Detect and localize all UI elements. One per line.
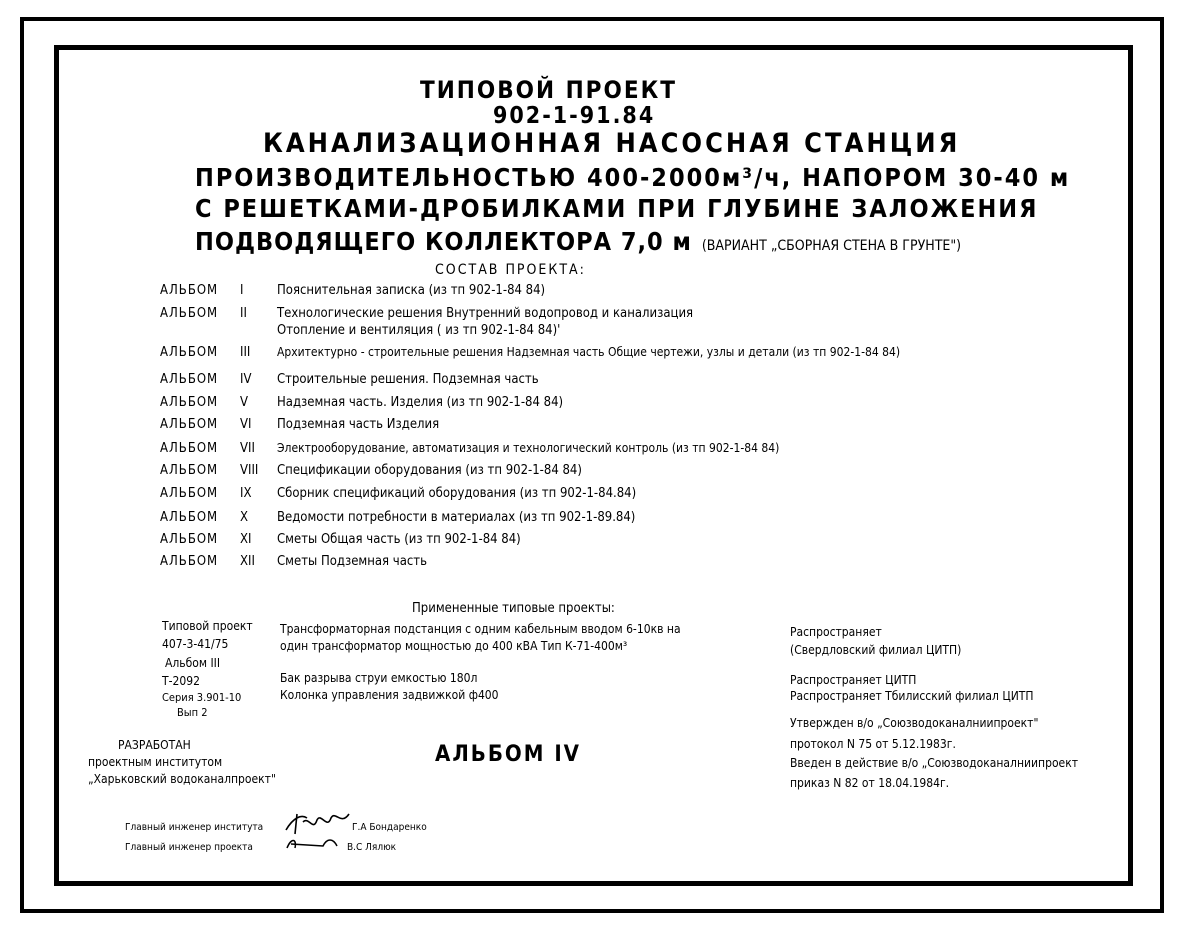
album-number: X bbox=[240, 510, 249, 525]
album-number: III bbox=[240, 345, 251, 360]
album-label: АЛЬБОМ bbox=[160, 395, 219, 410]
album-description: Сборник спецификаций оборудования (из тп 902-1-84.84) bbox=[277, 486, 637, 501]
album-label: АЛЬБОМ bbox=[160, 283, 219, 298]
signature-name-2: В.С Лялюк bbox=[347, 842, 397, 853]
introduced-line-2: приказ N 82 от 18.04.1984г. bbox=[790, 776, 950, 790]
album-description: Строительные решения. Подземная часть bbox=[277, 372, 539, 387]
title-line-1: ТИПОВОЙ ПРОЕКТ bbox=[420, 76, 677, 104]
signature-role-1: Главный инженер института bbox=[125, 822, 264, 833]
applied-left-2: 407-3-41/75 bbox=[162, 637, 229, 651]
album-number: II bbox=[240, 306, 247, 321]
album-number: I bbox=[240, 283, 244, 298]
applied-desc-4: Колонка управления задвижкой ф400 bbox=[280, 688, 499, 702]
album-number: XII bbox=[240, 554, 255, 569]
album-number: V bbox=[240, 395, 248, 410]
project-code: 902-1-91.84 bbox=[493, 103, 656, 129]
album-number: VIII bbox=[240, 463, 259, 478]
approved-line-1: Утвержден в/о „Союзводоканалниипроект" bbox=[790, 716, 1039, 730]
approved-line-2: протокол N 75 от 5.12.1983г. bbox=[790, 737, 956, 751]
applied-left-6: Вып 2 bbox=[177, 706, 208, 719]
title-line-6 bbox=[195, 227, 961, 256]
album-label: АЛЬБОМ bbox=[160, 463, 219, 478]
album-number: XI bbox=[240, 532, 252, 547]
distribution-3: Распространяет ЦИТП bbox=[790, 673, 917, 687]
title-line-4: ПРОИЗВОДИТЕЛЬНОСТЬЮ 400-2000м³/ч, НАПОРОМ 30-40 м bbox=[195, 163, 1071, 192]
album-label: АЛЬБОМ bbox=[160, 345, 219, 360]
developed-2: проектным институтом bbox=[88, 755, 223, 769]
distribution-4: Распространяет Тбилисский филиал ЦИТП bbox=[790, 689, 1034, 703]
distribution-1: Распространяет bbox=[790, 625, 882, 639]
album-number: VII bbox=[240, 441, 255, 456]
album-description: Технологические решения Внутренний водопровод и канализация bbox=[277, 306, 694, 321]
album-description: Сметы Подземная часть bbox=[277, 554, 428, 569]
distribution-2: (Свердловский филиал ЦИТП) bbox=[790, 643, 962, 657]
album-description: Пояснительная записка (из тп 902-1-84 84) bbox=[277, 283, 546, 298]
album-description: Архитектурно - строительные решения Надземная часть Общие чертежи, узлы и детали (из тп 902-1-84 84) bbox=[277, 345, 901, 359]
applied-left-4: Т-2092 bbox=[162, 674, 200, 688]
album-description: Электрооборудование, автоматизация и технологический контроль (из тп 902-1-84 84) bbox=[277, 441, 780, 455]
album-label-large: АЛЬБОМ IV bbox=[435, 742, 582, 767]
applied-projects-heading: Примененные типовые проекты: bbox=[412, 601, 615, 616]
album-description-continued: Отопление и вентиляция ( из тп 902-1-84 84)' bbox=[277, 323, 561, 338]
album-description: Подземная часть Изделия bbox=[277, 417, 440, 432]
variant-note: (ВАРИАНТ „СБОРНАЯ СТЕНА В ГРУНТЕ") bbox=[701, 238, 962, 254]
applied-left-3: Альбом III bbox=[165, 656, 221, 670]
album-description: Спецификации оборудования (из тп 902-1-84 84) bbox=[277, 463, 582, 478]
signature-role-2: Главный инженер проекта bbox=[125, 842, 253, 853]
album-label: АЛЬБОМ bbox=[160, 554, 219, 569]
applied-left-5: Серия 3.901-10 bbox=[162, 691, 242, 704]
title-line-3: КАНАЛИЗАЦИОННАЯ НАСОСНАЯ СТАНЦИЯ bbox=[263, 128, 961, 159]
album-label: АЛЬБОМ bbox=[160, 486, 219, 501]
title-line-6-text: ПОДВОДЯЩЕГО КОЛЛЕКТОРА 7,0 м bbox=[195, 227, 692, 256]
album-number: IV bbox=[240, 372, 252, 387]
developed-1: РАЗРАБОТАН bbox=[118, 738, 191, 752]
applied-desc-2: один трансформатор мощностью до 400 кВА Тип К-71-400м³ bbox=[280, 639, 628, 653]
album-description: Надземная часть. Изделия (из тп 902-1-84 84) bbox=[277, 395, 564, 410]
applied-left-1: Типовой проект bbox=[162, 619, 253, 633]
composition-heading: СОСТАВ ПРОЕКТА: bbox=[435, 262, 586, 278]
album-label: АЛЬБОМ bbox=[160, 372, 219, 387]
album-label: АЛЬБОМ bbox=[160, 441, 219, 456]
album-label: АЛЬБОМ bbox=[160, 510, 219, 525]
signature-name-1: Г.А Бондаренко bbox=[352, 822, 427, 833]
applied-desc-1: Трансформаторная подстанция с одним кабельным вводом 6-10кв на bbox=[280, 622, 681, 636]
album-label: АЛЬБОМ bbox=[160, 417, 219, 432]
album-description: Ведомости потребности в материалах (из тп 902-1-89.84) bbox=[277, 510, 636, 525]
introduced-line-1: Введен в действие в/о „Союзводоканалниипроект bbox=[790, 756, 1079, 770]
applied-desc-3: Бак разрыва струи емкостью 180л bbox=[280, 671, 478, 685]
album-description: Сметы Общая часть (из тп 902-1-84 84) bbox=[277, 532, 521, 547]
album-number: IX bbox=[240, 486, 252, 501]
album-label: АЛЬБОМ bbox=[160, 532, 219, 547]
album-number: VI bbox=[240, 417, 252, 432]
album-label: АЛЬБОМ bbox=[160, 306, 219, 321]
title-line-5: С РЕШЕТКАМИ-ДРОБИЛКАМИ ПРИ ГЛУБИНЕ ЗАЛОЖЕНИЯ bbox=[195, 194, 1039, 223]
developed-3: „Харьковский водоканалпроект" bbox=[88, 772, 276, 786]
signature-2-handwriting bbox=[283, 834, 343, 854]
